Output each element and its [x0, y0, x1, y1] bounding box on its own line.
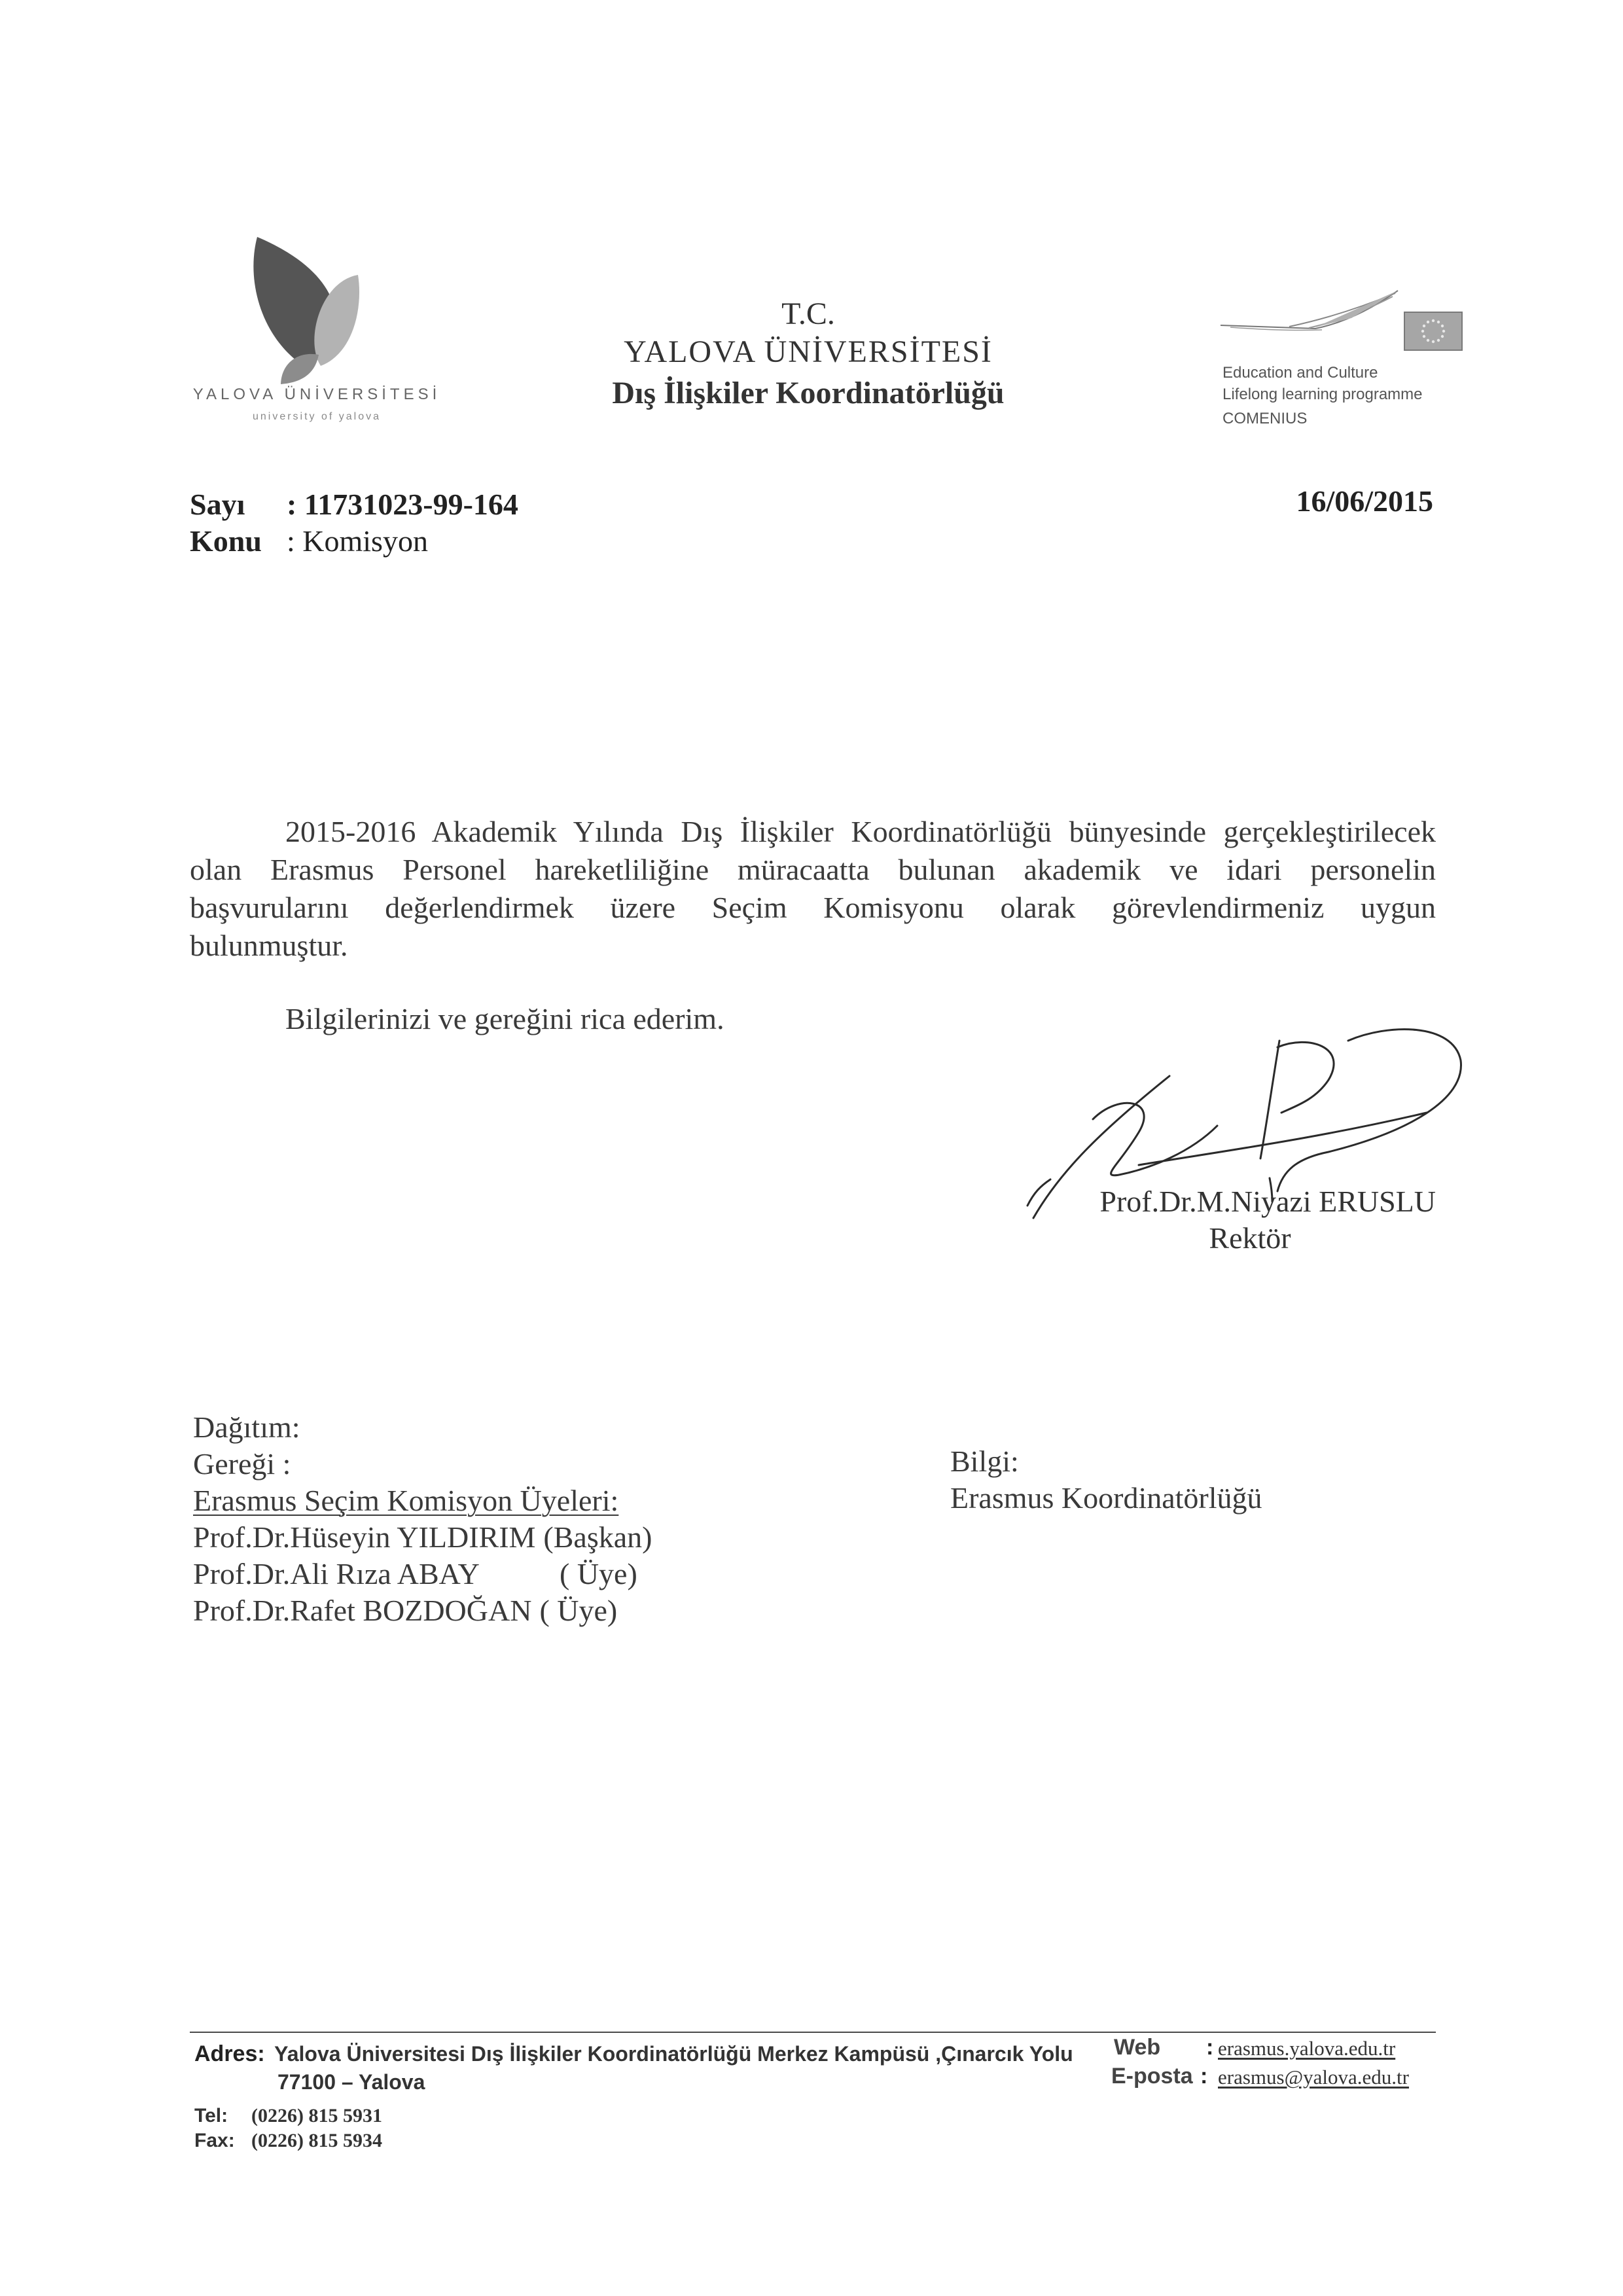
- subject-label: Konu: [190, 524, 262, 558]
- member-name: Prof.Dr.Rafet BOZDOĞAN: [193, 1594, 532, 1627]
- info-value: Erasmus Koordinatörlüğü: [950, 1481, 1262, 1515]
- info-label: Bilgi:: [950, 1444, 1019, 1478]
- distribution-group: [193, 1482, 652, 1519]
- body-paragraph: [190, 813, 1436, 965]
- body-line: olan Erasmus Personel hareketliliğine müracaatta bulunan akademik ve idari personelin: [190, 853, 1436, 886]
- member-role: ( Üye): [539, 1594, 618, 1627]
- distribution-member: [193, 1556, 652, 1592]
- address-postal: 77100 – Yalova: [277, 2070, 425, 2094]
- number-label: Sayı: [190, 488, 245, 521]
- member-role: ( Üye): [560, 1557, 637, 1590]
- member-name: Prof.Dr.Hüseyin YILDIRIM: [193, 1520, 536, 1554]
- fax-label: Fax:: [194, 2130, 235, 2151]
- info-recipients: [950, 1443, 1262, 1516]
- address-label: Adres:: [194, 2041, 265, 2066]
- signatory-title: Rektör: [1209, 1221, 1291, 1255]
- logo-university-name: YALOVA ÜNİVERSİTESİ: [192, 386, 441, 403]
- signature-stroke: [1139, 1113, 1427, 1165]
- email-label: E-posta: [1111, 2064, 1193, 2089]
- email-separator: :: [1200, 2064, 1208, 2089]
- subject-value: : Komisyon: [287, 524, 428, 558]
- member-name: Prof.Dr.Ali Rıza ABAY: [193, 1557, 480, 1590]
- university-logo: [242, 229, 373, 393]
- body-line: 2015-2016 Akademik Yılında Dış İlişkiler Koordinatörlüğü bünyesinde gerçekleştirilecek: [285, 815, 1436, 848]
- signature-stroke: [1277, 1030, 1461, 1191]
- distribution-action-label: Gereği :: [193, 1447, 291, 1480]
- tel-number: (0226) 815 5931: [251, 2105, 382, 2126]
- web-label: Web: [1114, 2035, 1161, 2060]
- body-line: başvurularını değerlendirmek üzere Seçim Komisyonu olarak görevlendirmeniz uygun: [190, 891, 1436, 924]
- closing-sentence: Bilgilerinizi ve gereğini rica ederim.: [285, 1002, 724, 1035]
- distribution-list: [193, 1409, 652, 1629]
- number-value: : 11731023-99-164: [287, 488, 518, 521]
- member-role: (Başkan): [543, 1520, 652, 1554]
- distribution-group-label: Erasmus Seçim Komisyon Üyeleri:: [193, 1484, 619, 1517]
- signature-stroke: [1093, 1103, 1217, 1175]
- signatory-name: Prof.Dr.M.Niyazi ERUSLU: [1099, 1185, 1436, 1218]
- eu-flag-icon: [1404, 312, 1463, 351]
- heading-university: YALOVA ÜNİVERSİTESİ: [624, 334, 993, 369]
- logo-leaf-small: [281, 354, 319, 384]
- signature-stroke: [1260, 1041, 1279, 1158]
- distribution-heading: Dağıtım:: [193, 1410, 300, 1444]
- footer-address: [194, 2042, 1073, 2070]
- eu-programme-line: Education and Culture: [1222, 364, 1378, 382]
- body-line: bulunmuştur.: [190, 929, 348, 962]
- address-text: Yalova Üniversitesi Dış İlişkiler Koordinatörlüğü Merkez Kampüsü ,Çınarcık Yolu: [274, 2042, 1073, 2066]
- web-link[interactable]: erasmus.yalova.edu.tr: [1218, 2037, 1396, 2060]
- eu-programme-line: Lifelong learning programme: [1222, 386, 1423, 403]
- distribution-member: [193, 1592, 652, 1629]
- swoosh-line: [1221, 291, 1398, 329]
- tel-label: Tel:: [194, 2105, 228, 2126]
- email-link[interactable]: erasmus@yalova.edu.tr: [1218, 2066, 1409, 2089]
- swoosh-line: [1289, 293, 1395, 327]
- eu-programme-line: COMENIUS: [1222, 410, 1308, 427]
- web-separator: :: [1206, 2035, 1214, 2060]
- footer-divider: [190, 2032, 1436, 2033]
- heading-tc: T.C.: [781, 296, 835, 331]
- signature-stroke: [1277, 1042, 1334, 1113]
- signature-stroke: [1027, 1179, 1050, 1206]
- letter-date: 16/06/2015: [1296, 484, 1433, 518]
- distribution-member: [193, 1519, 652, 1556]
- logo-university-subtitle: university of yalova: [252, 411, 382, 422]
- heading-office: Dış İlişkiler Koordinatörlüğü: [612, 376, 1005, 410]
- swoosh-wing: [1315, 291, 1398, 327]
- eu-programme-swoosh-logo: [1217, 288, 1407, 353]
- fax-number: (0226) 815 5934: [251, 2130, 382, 2151]
